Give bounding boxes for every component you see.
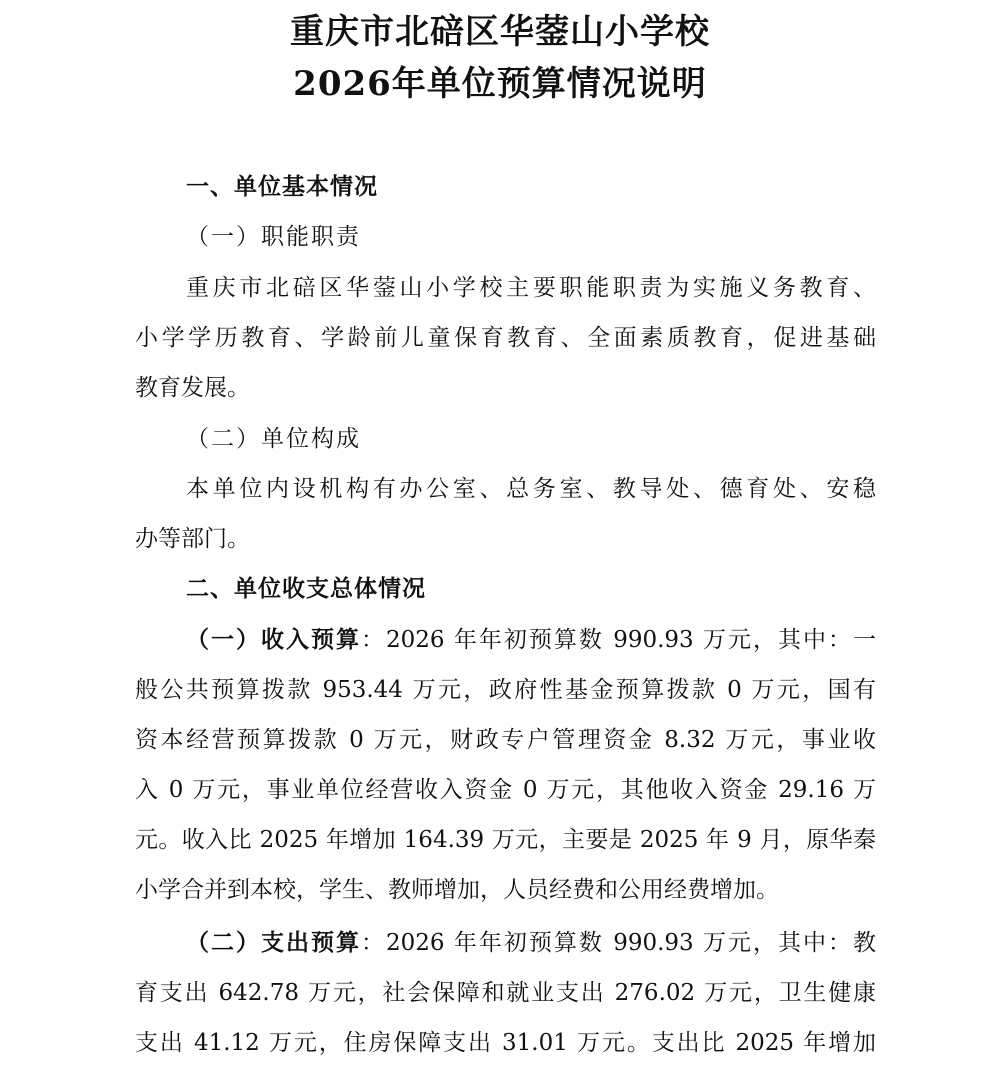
income-line-4: 入 0 万元，事业单位经营收入资金 0 万元，其他收入资金 29.16 万 [135, 777, 876, 803]
income-line-1 [135, 615, 876, 665]
section1-heading: 一、单位基本情况 [186, 173, 378, 200]
duties-line-2: 小学学历教育、学龄前儿童保育教育、全面素质教育，促进基础 [135, 325, 876, 351]
section1-sub2-heading: （二）单位构成 [186, 426, 361, 452]
expense-line-1 [135, 918, 876, 968]
composition-line-2: 办等部门。 [135, 526, 250, 552]
income-line-1-text: ：2026 年年初预算数 990.93 万元，其中：一 [361, 627, 876, 653]
income-line-5: 元。收入比 2025 年增加 164.39 万元，主要是 2025 年 9 月，原华秦 [135, 827, 876, 853]
expense-label: （二）支出预算 [186, 929, 362, 956]
income-line-6: 小学合并到本校，学生、教师增加，人员经费和公用经费增加。 [135, 877, 779, 903]
income-line-3: 资本经营预算拨款 0 万元，财政专户管理资金 8.32 万元，事业收 [135, 727, 876, 753]
expense-line-1-text: ：2026 年年初预算数 990.93 万元，其中：教 [361, 930, 876, 956]
document-title-line2: 2026年单位预算情况说明 [293, 64, 707, 104]
duties-line-1: 重庆市北碚区华蓥山小学校主要职能职责为实施义务教育、 [186, 275, 876, 301]
composition-paragraph [135, 464, 876, 564]
section2-heading: 二、单位收支总体情况 [186, 575, 426, 602]
section1-sub1-heading: （一）职能职责 [186, 224, 361, 250]
income-line-2: 般公共预算拨款 953.44 万元，政府性基金预算拨款 0 万元，国有 [135, 677, 876, 703]
duties-line-3: 教育发展。 [135, 375, 250, 401]
expense-line-2: 育支出 642.78 万元，社会保障和就业支出 276.02 万元，卫生健康 [135, 980, 876, 1006]
expense-line-3: 支出 41.12 万元，住房保障支出 31.01 万元。支出比 2025 年增加 [135, 1030, 876, 1056]
income-paragraph [135, 615, 876, 915]
composition-line-1: 本单位内设机构有办公室、总务室、教导处、德育处、安稳 [186, 476, 876, 502]
duties-paragraph [135, 263, 876, 413]
expense-paragraph [135, 918, 876, 1068]
document-title-line1: 重庆市北碚区华蓥山小学校 [290, 12, 710, 52]
income-label: （一）收入预算 [186, 626, 362, 653]
